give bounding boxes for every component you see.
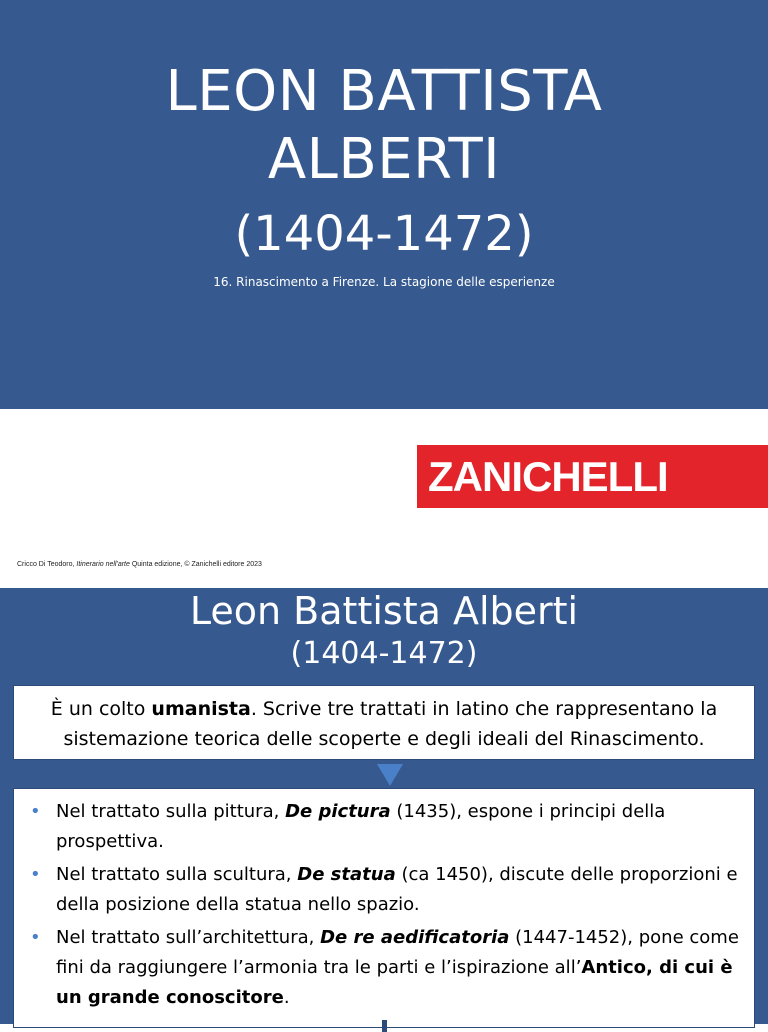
slide-subtitle: 16. Rinascimento a Firenze. La stagione delle esperienze (213, 275, 555, 289)
content-slide (0, 588, 768, 1024)
bullet-dot-icon: • (30, 864, 41, 885)
treatise-title: De re aedificatoria (320, 927, 510, 948)
bullet-text: Nel trattato sulla scultura, (56, 864, 298, 885)
treatise-title: De statua (297, 864, 396, 885)
zanichelli-logo: ZANICHELLI (417, 445, 768, 508)
intro-bold-umanista: umanista (151, 698, 251, 720)
bold-antico: Antico (581, 957, 646, 978)
slide-title (0, 58, 768, 194)
bullet-dot-icon: • (30, 801, 41, 822)
bullet-dot-icon: • (30, 927, 41, 948)
intro-text-1: È un colto (50, 698, 152, 720)
title-line-1: LEON BATTISTA (165, 59, 603, 124)
title-banner (0, 0, 768, 409)
bullet-text: Nel trattato sull’architettura, (56, 927, 321, 948)
title-years: (1404-1472) (234, 206, 534, 262)
treatise-title: De pictura (285, 801, 391, 822)
bold-conoscitore: , di cui è un grande conoscitore (56, 957, 733, 1008)
title-line-2: ALBERTI (267, 127, 501, 192)
credit-edition: Quinta edizione, © Zanichelli editore 2023 (129, 561, 262, 568)
copyright-credit (17, 561, 262, 568)
bullet-text: (ca 1450), discute delle proporzioni e della posizione della statua nello spazio. (56, 864, 738, 915)
bullet-de-pictura (28, 797, 740, 857)
bullet-de-statua (28, 860, 740, 920)
bullet-text: Nel trattato sulla pittura, (56, 801, 286, 822)
content-title: Leon Battista Alberti (189, 589, 579, 633)
intro-box (13, 685, 755, 760)
bullet-text-end: . (283, 987, 290, 1008)
down-arrow-icon (377, 764, 403, 786)
bullet-text: (1435), espone i principi della prospettiva. (56, 801, 666, 852)
down-arrow-stem-icon (382, 1020, 387, 1032)
credit-author: Cricco Di Teodoro, (17, 561, 77, 568)
credit-book-title: Itinerario nell'arte (76, 561, 130, 568)
bullet-de-re-aedificatoria (28, 923, 740, 1013)
bullet-text: (1447-1452), pone come fini da raggiungere l’armonia tra le parti e l’ispirazione all’ (56, 927, 739, 978)
content-years: (1404-1472) (290, 636, 478, 671)
intro-text-2: . Scrive tre trattati in latino che rappresentano la sistemazione teorica delle scoperte e degli ideali del Rinascimento. (63, 698, 718, 750)
treatises-box (13, 788, 755, 1028)
